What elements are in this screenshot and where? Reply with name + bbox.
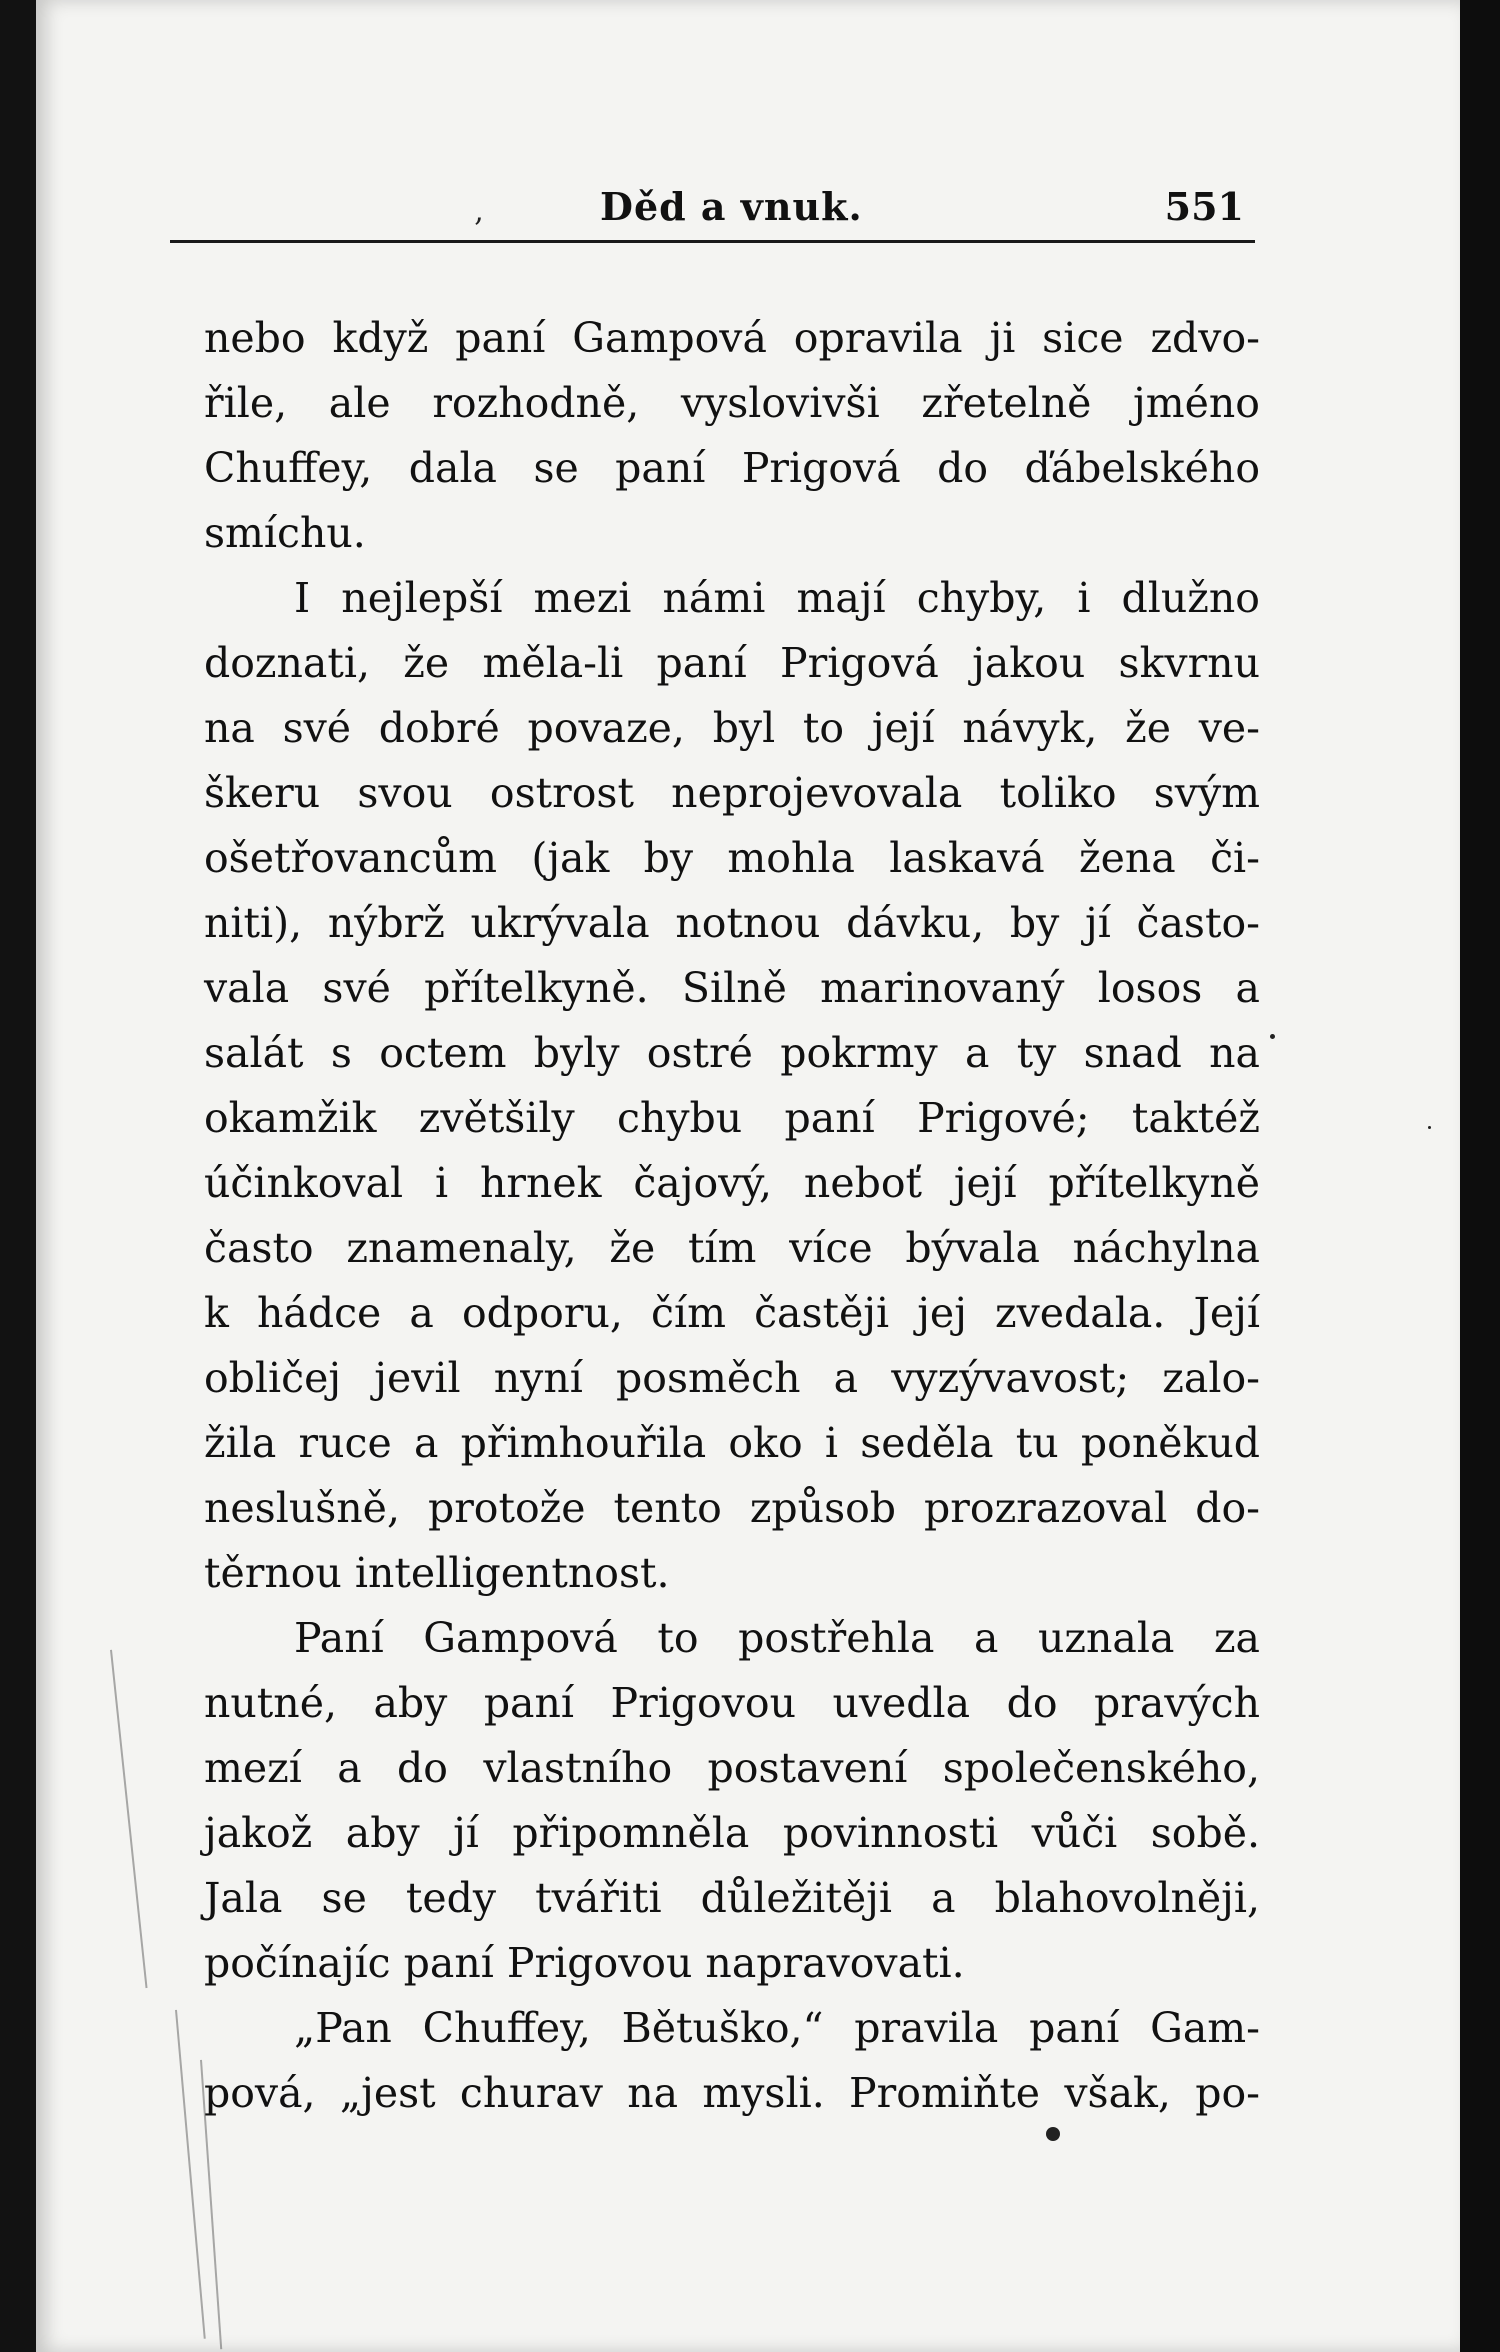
header-rule [170, 240, 1255, 243]
text-line: vala své přítelkyně. Silně marinovaný losos a [204, 964, 1260, 1012]
text-line: I nejlepší mezi námi mají chyby, i dlužno [294, 574, 1260, 622]
text-line: doznati, že měla-li paní Prigová jakou skvrnu [204, 639, 1260, 687]
running-header [170, 176, 1260, 236]
text-line: smíchu. [204, 509, 366, 557]
text-line: Chuffey, dala se paní Prigová do ďábelského [204, 444, 1260, 492]
running-title: Děd a vnuk. [600, 184, 863, 229]
text-line: počínajíc paní Prigovou napravovati. [204, 1939, 965, 1987]
scan-right-edge [1460, 0, 1500, 2352]
text-line: Jala se tedy tvářiti důležitěji a blahovolněji, [204, 1874, 1260, 1922]
text-line: často znamenaly, že tím více bývala náchylna [204, 1224, 1260, 1272]
text-line: mezí a do vlastního postavení společenského, [204, 1744, 1260, 1792]
text-line: Paní Gampová to postřehla a uznala za [294, 1614, 1260, 1662]
header-mark: ‚ [474, 194, 484, 229]
text-line: „Pan Chuffey, Bětuško,“ pravila paní Gam- [294, 2004, 1260, 2052]
text-line: obličej jevil nyní posměch a vyzývavost; zalo- [204, 1354, 1260, 1402]
text-line: účinkoval i hrnek čajový, neboť její přítelkyně [204, 1159, 1260, 1207]
text-line: salát s octem byly ostré pokrmy a ty snad na [204, 1029, 1260, 1077]
text-line: jakož aby jí připomněla povinnosti vůči sobě. [204, 1809, 1260, 1857]
text-line: nutné, aby paní Prigovou uvedla do pravých [204, 1679, 1260, 1727]
page-number: 551 [1164, 184, 1244, 229]
text-line: pová, „jest churav na mysli. Promiňte však, po- [204, 2069, 1260, 2117]
text-line: řile, ale rozhodně, vyslovivši zřetelně jméno [204, 379, 1260, 427]
text-line: na své dobré povaze, byl to její návyk, že ve- [204, 704, 1260, 752]
text-line: okamžik zvětšily chybu paní Prigové; taktéž [204, 1094, 1260, 1142]
ink-speck [1046, 2127, 1060, 2141]
text-line: nebo když paní Gampová opravila ji sice zdvo- [204, 314, 1260, 362]
body-text [204, 306, 1260, 2126]
text-line: k hádce a odporu, čím častěji jej zvedala. Její [204, 1289, 1260, 1337]
ink-speck [1428, 1126, 1431, 1129]
text-line: niti), nýbrž ukrývala notnou dávku, by jí často- [204, 899, 1260, 947]
text-line: škeru svou ostrost neprojevovala toliko svým [204, 769, 1260, 817]
text-line: těrnou intelligentnost. [204, 1549, 670, 1597]
ink-speck [1270, 1034, 1275, 1039]
text-line: neslušně, protože tento způsob prozrazoval do- [204, 1484, 1260, 1532]
text-line: žila ruce a přimhouřila oko i seděla tu poněkud [204, 1419, 1260, 1467]
text-line: ošetřovancům (jak by mohla laskavá žena či- [204, 834, 1260, 882]
scan-left-edge [0, 0, 36, 2352]
